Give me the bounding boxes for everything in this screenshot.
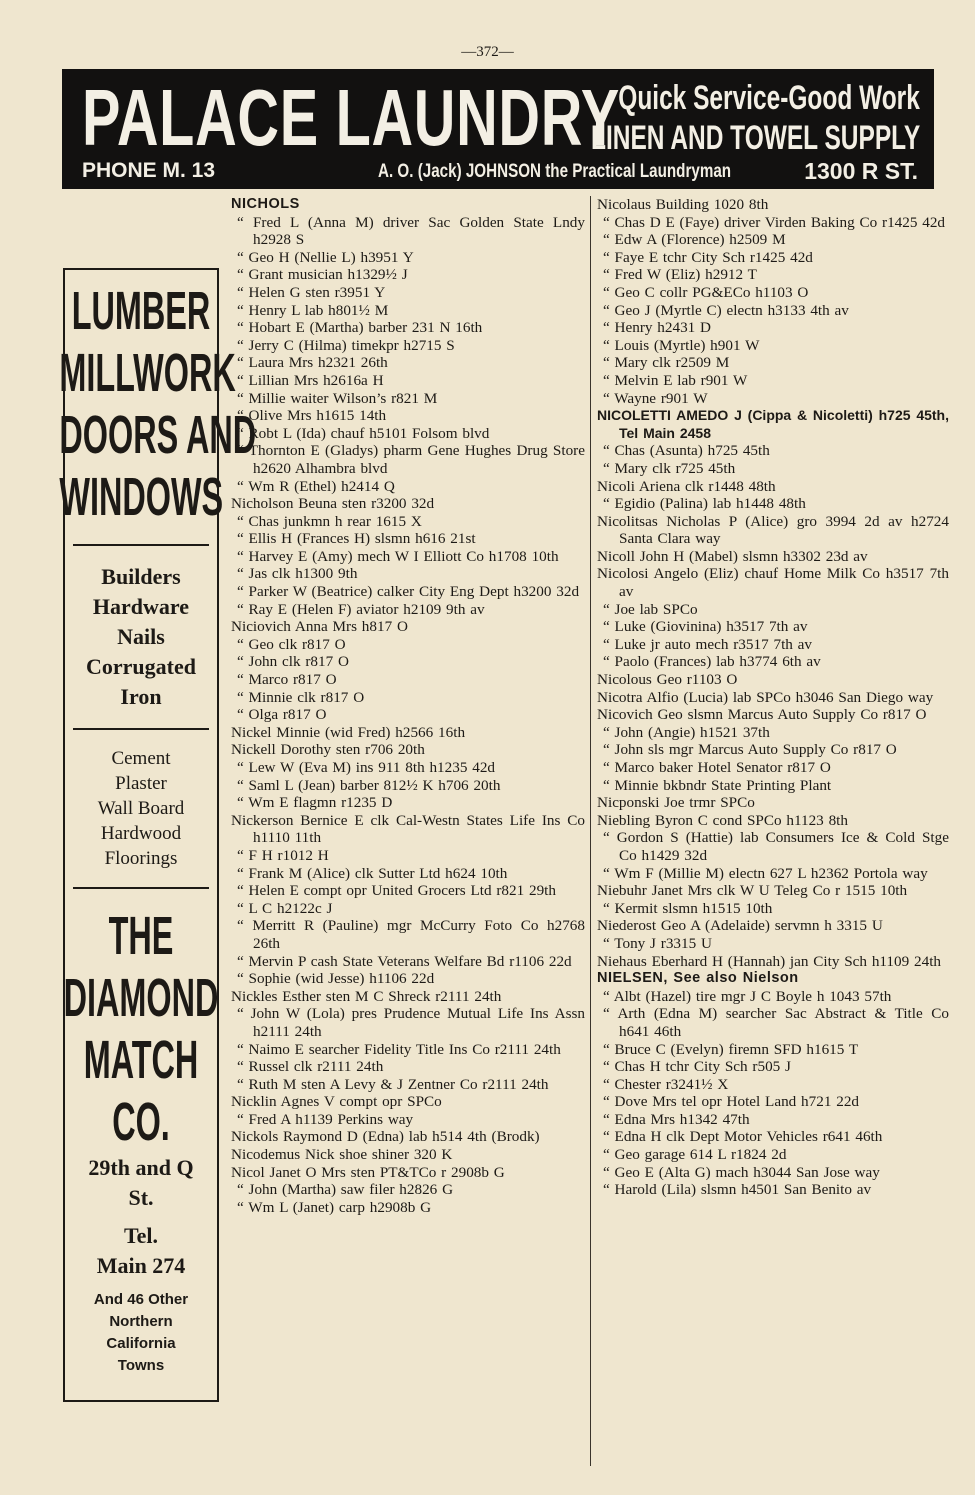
directory-entry: “ Minnie bkbndr State Printing Plant [603, 776, 832, 794]
directory-entry: “ Wm L (Janet) carp h2908b G [237, 1198, 432, 1216]
directory-entry: “ Dove Mrs tel opr Hotel Land h721 22d [603, 1093, 860, 1111]
directory-entry: “ Albt (Hazel) tire mgr J C Boyle h 1043 57th [603, 987, 892, 1005]
builders-ad-line: Corrugated [86, 654, 196, 679]
directory-entry: Nicodemus Nick shoe shiner 320 K [231, 1146, 453, 1164]
builders-ad-line: Hardware [92, 594, 190, 619]
directory-entry: “ Edna H clk Dept Motor Vehicles r641 46th [603, 1128, 883, 1146]
materials-ad [65, 746, 217, 871]
directory-entry: “ Joe lab SPCo [603, 600, 698, 618]
directory-column-left [231, 196, 585, 1216]
directory-entry: “ Geo garage 614 L r1824 2d [603, 1146, 787, 1164]
banner-phone: PHONE M. 13 [82, 159, 216, 182]
directory-entry: “ Chas junkmn h rear 1615 X [237, 512, 422, 530]
directory-entry: “ Arth (Edna M) searcher Sac Abstract & Title Co h641 46th [603, 1005, 949, 1040]
directory-entry: “ Luke (Giovinina) h3517 7th av [603, 618, 808, 636]
directory-entry: Nicol Janet O Mrs sten PT&TCo r 2908b G [231, 1163, 505, 1181]
directory-entry: Nickell Dorothy sten r706 20th [231, 741, 425, 759]
directory-entry: “ Henry L lab h801½ M [237, 301, 389, 319]
materials-ad-line: Floorings [104, 848, 178, 869]
directory-entry: “ Hobart E (Martha) barber 231 N 16th [237, 319, 483, 337]
directory-entry: “ Lew W (Eva M) ins 911 8th h1235 42d [237, 759, 496, 776]
match-towns-line: And 46 Other [93, 1291, 189, 1308]
directory-entry: “ Chester r3241½ X [603, 1075, 729, 1093]
column-divider [590, 196, 591, 1466]
directory-entry: “ Harold (Lila) slsmn h4501 San Benito av [603, 1181, 872, 1199]
directory-entry: “ Edw A (Florence) h2509 M [603, 231, 786, 249]
directory-entry: “ Geo E (Alta G) mach h3044 San Jose way [603, 1163, 880, 1181]
directory-entry: “ Robt L (Ida) chauf h5101 Folsom blvd [237, 424, 490, 442]
directory-entry: “ Thornton E (Gladys) pharm Gene Hughes Drug Store h2620 Alhambra blvd [237, 442, 585, 477]
directory-entry: “ Wayne r901 W [603, 389, 708, 407]
directory-entry: “ Harvey E (Amy) mech W I Elliott Co h1708 10th [237, 547, 559, 565]
directory-entry: Nicponski Joe trmr SPCo [597, 794, 755, 812]
directory-entry: “ Marco baker Hotel Senator r817 O [603, 759, 831, 776]
directory-entry: “ John clk r817 O [237, 653, 349, 671]
directory-entry: “ Tony J r3315 U [603, 934, 712, 952]
sidebar-advertisement [59, 268, 257, 1402]
builders-ad-line: Builders [101, 564, 181, 589]
directory-entry: “ Ray E (Helen F) aviator h2109 9th av [237, 600, 485, 618]
directory-entry: “ Grant musician h1329½ J [237, 266, 408, 284]
directory-entry: “ Luke jr auto mech r3517 7th av [603, 635, 813, 653]
directory-entry: Nickel Minnie (wid Fred) h2566 16th [231, 723, 466, 741]
directory-entry: Niciovich Anna Mrs h817 O [231, 618, 408, 636]
directory-entry: “ Ruth M sten A Levy & J Zentner Co r2111 24th [237, 1075, 549, 1093]
match-telephone [65, 1221, 217, 1281]
match-ad-line: CO. [112, 1092, 170, 1152]
sidebar-divider [73, 728, 209, 730]
diamond-match-ad [65, 905, 217, 1153]
match-towns-line: California [106, 1335, 176, 1352]
lumber-ad-line: MILLWORK [59, 343, 236, 403]
directory-entry: “ Gordon S (Hattie) lab Consumers Ice & Cold Stge Co h1429 32d [603, 829, 949, 864]
directory-entry: Nicolaus Building 1020 8th [597, 196, 769, 213]
directory-entry: “ F H r1012 H [237, 846, 329, 864]
sidebar-divider [73, 887, 209, 889]
directory-entry: “ Bruce C (Evelyn) firemn SFD h1615 T [603, 1040, 859, 1058]
match-address-line: St. [128, 1185, 154, 1210]
directory-entry: “ Laura Mrs h2321 26th [237, 354, 388, 372]
directory-entry: “ Marco r817 O [237, 671, 337, 689]
directory-entry: Nicklin Agnes V compt opr SPCo [231, 1093, 442, 1111]
directory-entry: Nickerson Bernice E clk Cal-Westn States Life Ins Co h1110 11th [231, 811, 585, 847]
match-other-towns [65, 1289, 217, 1377]
banner-tagline-supply: LINEN AND TOWEL SUPPLY [590, 119, 920, 157]
directory-entry: “ Geo H (Nellie L) h3951 Y [237, 248, 414, 266]
materials-ad-line: Wall Board [97, 798, 185, 819]
directory-entry: “ Edna Mrs h1342 47th [603, 1110, 750, 1128]
directory-entry: “ Wm F (Millie M) electn 627 L h2362 Portola way [603, 864, 928, 882]
lumber-ad [59, 280, 257, 528]
directory-entry: “ Kermit slsmn h1515 10th [603, 899, 773, 917]
lumber-ad-line: WINDOWS [59, 467, 224, 527]
advertisement-banner [62, 69, 934, 189]
directory-entry: Niederost Geo A (Adelaide) servmn h 3315 U [597, 917, 883, 935]
directory-entry: “ Russel clk r2111 24th [237, 1058, 384, 1076]
directory-entry: Niehaus Eberhard H (Hannah) jan City Sch h1109 24th [597, 952, 942, 970]
directory-entry: “ Chas D E (Faye) driver Virden Baking Co r1425 42d [603, 213, 946, 231]
directory-entry: “ Merritt R (Pauline) mgr McCurry Foto Co h2768 26th [237, 917, 585, 952]
directory-entry: Nicolosi Angelo (Eliz) chauf Home Milk Co h3517 7th av [597, 565, 949, 601]
directory-entry: NICOLETTI AMEDO J (Cippa & Nicoletti) h725 45th, Tel Main 2458 [597, 407, 949, 441]
banner-proprietor: A. O. (Jack) JOHNSON the Practical Laundryman [378, 161, 732, 182]
directory-entry: “ John W (Lola) pres Prudence Mutual Life Ins Assn h2111 24th [237, 1005, 585, 1040]
lumber-ad-line: DOORS AND [59, 405, 257, 465]
directory-entry: “ Wm R (Ethel) h2414 Q [237, 477, 395, 495]
directory-entry: “ Wm E flagmn r1235 D [237, 794, 393, 812]
page-number: —372— [461, 44, 514, 60]
builders-ad-line: Nails [117, 624, 165, 649]
directory-entry: “ John (Martha) saw filer h2826 G [237, 1181, 454, 1199]
surname-heading: NIELSEN, See also Nielson [597, 970, 799, 987]
directory-entry: “ Mary clk r2509 M [603, 354, 730, 372]
directory-entry: “ Millie waiter Wilson’s r821 M [237, 389, 438, 407]
directory-entry: “ Mervin P cash State Veterans Welfare Bd r1106 22d [237, 952, 572, 970]
directory-entry: Nicolitsas Nicholas P (Alice) gro 3994 2d av h2724 Santa Clara way [597, 512, 949, 548]
directory-entry: Niebuhr Janet Mrs clk W U Teleg Co r 1515 10th [597, 882, 908, 900]
sidebar-divider [73, 544, 209, 546]
builders-ad-line: Iron [120, 684, 162, 709]
directory-entry: “ L C h2122c J [237, 899, 333, 917]
directory-entry: “ Parker W (Beatrice) calker City Eng Dept h3200 32d [237, 583, 580, 601]
directory-entry: Nicotra Alfio (Lucia) lab SPCo h3046 San Diego way [597, 688, 934, 706]
directory-entry: Nicovich Geo slsmn Marcus Auto Supply Co r817 O [597, 706, 927, 724]
directory-entry: “ Louis (Myrtle) h901 W [603, 336, 760, 354]
directory-entry: “ Frank M (Alice) clk Sutter Ltd h624 10th [237, 864, 508, 882]
directory-entry: “ Naimo E searcher Fidelity Title Ins Co r2111 24th [237, 1040, 561, 1058]
match-ad-line: MATCH [83, 1030, 199, 1090]
directory-entry: “ Paolo (Frances) lab h3774 6th av [603, 653, 821, 671]
directory-entry: Nicholson Beuna sten r3200 32d [231, 495, 435, 513]
directory-entry: “ Fred L (Anna M) driver Sac Golden State Lndy h2928 S [237, 213, 585, 249]
directory-entry: “ Helen G sten r3951 Y [237, 283, 386, 301]
directory-entry: “ Olga r817 O [237, 706, 327, 724]
directory-entry: “ Geo clk r817 O [237, 635, 346, 653]
lumber-ad-line: LUMBER [71, 281, 211, 341]
directory-entry: “ Olive Mrs h1615 14th [237, 407, 387, 425]
directory-entry: “ Sophie (wid Jesse) h1106 22d [237, 970, 435, 988]
surname-heading: NICHOLS [231, 196, 300, 212]
banner-tagline-service: Quick Service-Good Work [618, 79, 920, 117]
directory-entry: “ Henry h2431 D [603, 319, 712, 337]
banner-address: 1300 R ST. [804, 158, 918, 184]
match-ad-line: THE [108, 906, 174, 966]
match-towns-line: Towns [117, 1357, 165, 1374]
match-address-line: 29th and Q [88, 1155, 194, 1180]
directory-entry: “ John sls mgr Marcus Auto Supply Co r817 O [603, 741, 897, 759]
directory-entry: Niebling Byron C cond SPCo h1123 8th [597, 811, 848, 829]
directory-entry: “ Fred A h1139 Perkins way [237, 1110, 414, 1128]
directory-entry: “ Mary clk r725 45th [603, 459, 736, 477]
directory-entry: “ John (Angie) h1521 37th [603, 723, 770, 741]
directory-entry: “ Chas H tchr City Sch r505 J [603, 1058, 791, 1076]
directory-entry: “ Saml L (Jean) barber 812½ K h706 20th [237, 776, 501, 794]
directory-column-right [597, 196, 949, 1199]
materials-ad-line: Plaster [115, 773, 167, 794]
match-tel-line: Main 274 [96, 1253, 186, 1278]
directory-entry: Nicolous Geo r1103 O [597, 671, 738, 689]
directory-entry: “ Minnie clk r817 O [237, 688, 365, 706]
directory-entry: “ Geo C collr PG&ECo h1103 O [603, 283, 809, 301]
directory-entry: “ Egidio (Palina) lab h1448 48th [603, 495, 806, 513]
directory-entry: “ Chas (Asunta) h725 45th [603, 442, 770, 460]
banner-business-name: PALACE LAUNDRY [82, 73, 621, 162]
directory-entry: “ Helen E compt opr United Grocers Ltd r821 29th [237, 882, 556, 900]
directory-entry: “ Fred W (Eliz) h2912 T [603, 266, 757, 284]
directory-entry: Nicoll John H (Mabel) slsmn h3302 23d av [597, 547, 868, 565]
directory-entry: “ Ellis H (Frances H) slsmn h616 21st [237, 530, 476, 548]
match-ad-line: DIAMOND [63, 968, 219, 1028]
materials-ad-line: Cement [111, 748, 171, 769]
directory-entry: “ Melvin E lab r901 W [603, 371, 748, 389]
directory-entry: “ Jas clk h1300 9th [237, 565, 358, 583]
directory-entry: Nickles Esther sten M C Shreck r2111 24th [231, 987, 502, 1005]
match-tel-line: Tel. [123, 1223, 159, 1248]
builders-ad [65, 562, 217, 712]
directory-entry: “ Lillian Mrs h2616a H [237, 371, 384, 389]
match-towns-line: Northern [109, 1313, 173, 1330]
directory-entry: “ Geo J (Myrtle C) electn h3133 4th av [603, 301, 849, 319]
directory-entry: “ Jerry C (Hilma) timekpr h2715 S [237, 336, 455, 354]
directory-entry: “ Faye E tchr City Sch r1425 42d [603, 248, 813, 266]
match-address [65, 1153, 217, 1213]
directory-entry: Nickols Raymond D (Edna) lab h514 4th (Brodk) [231, 1128, 540, 1146]
materials-ad-line: Hardwood [100, 823, 182, 844]
directory-entry: Nicoli Ariena clk r1448 48th [597, 477, 776, 495]
